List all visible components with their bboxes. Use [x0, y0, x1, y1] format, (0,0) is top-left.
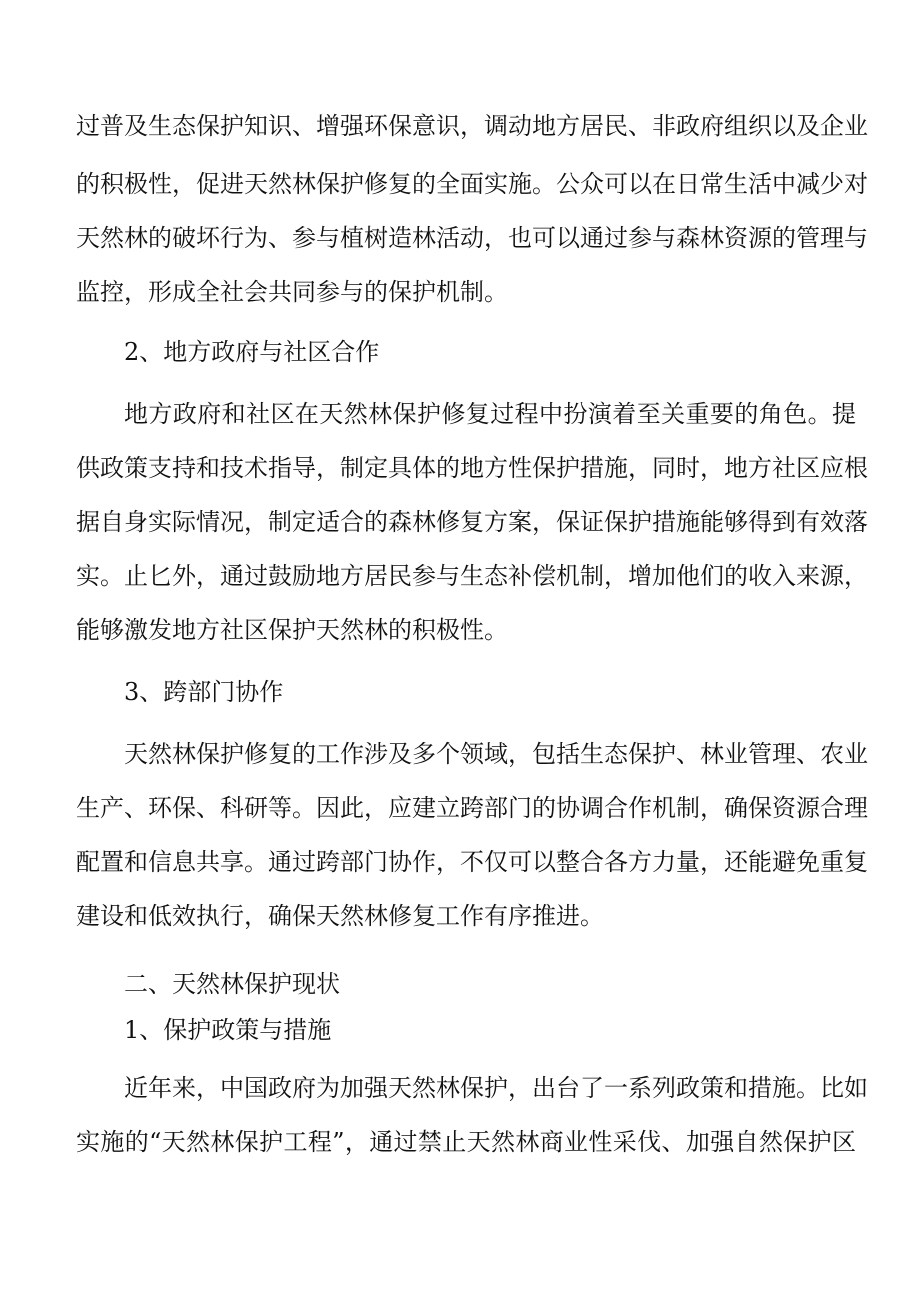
paragraph-line: 能够激发地方社区保护天然林的积极性。	[76, 616, 508, 644]
paragraph-line: 过普及生态保护知识、增强环保意识，调动地方居民、非政府组织以及企业	[76, 112, 868, 140]
chapter-heading: 二、天然林保护现状	[124, 970, 340, 998]
paragraph-line: 实施的“天然林保护工程”，通过禁止天然林商业性采伐、加强自然保护区	[76, 1128, 856, 1156]
paragraph-line: 监控，形成全社会共同参与的保护机制。	[76, 278, 508, 306]
paragraph-line: 的积极性，促进天然林保护修复的全面实施。公众可以在日常生活中减少对	[76, 170, 868, 198]
section-heading: 1、保护政策与措施	[124, 1016, 332, 1044]
section-heading: 2、地方政府与社区合作	[124, 338, 380, 366]
paragraph-line: 天然林保护修复的工作涉及多个领域，包括生态保护、林业管理、农业	[124, 740, 868, 768]
paragraph-line: 地方政府和社区在天然林保护修复过程中扮演着至关重要的角色。提	[124, 400, 856, 428]
paragraph-line: 建设和低效执行，确保天然林修复工作有序推进。	[76, 902, 604, 930]
paragraph-line: 天然林的破坏行为、参与植树造林活动，也可以通过参与森林资源的管理与	[76, 224, 868, 252]
paragraph-line: 供政策支持和技术指导，制定具体的地方性保护措施，同时，地方社区应根	[76, 454, 868, 482]
paragraph-line: 实。止匕外，通过鼓励地方居民参与生态补偿机制，增加他们的收入来源，	[76, 562, 868, 590]
paragraph-line: 据自身实际情况，制定适合的森林修复方案，保证保护措施能够得到有效落	[76, 508, 868, 536]
section-heading: 3、跨部门协作	[124, 678, 284, 706]
paragraph-line: 生产、环保、科研等。因此，应建立跨部门的协调合作机制，确保资源合理	[76, 794, 868, 822]
paragraph-line: 配置和信息共享。通过跨部门协作，不仅可以整合各方力量，还能避免重复	[76, 848, 868, 876]
paragraph-line: 近年来，中国政府为加强天然林保护，出台了一系列政策和措施。比如	[124, 1074, 868, 1102]
